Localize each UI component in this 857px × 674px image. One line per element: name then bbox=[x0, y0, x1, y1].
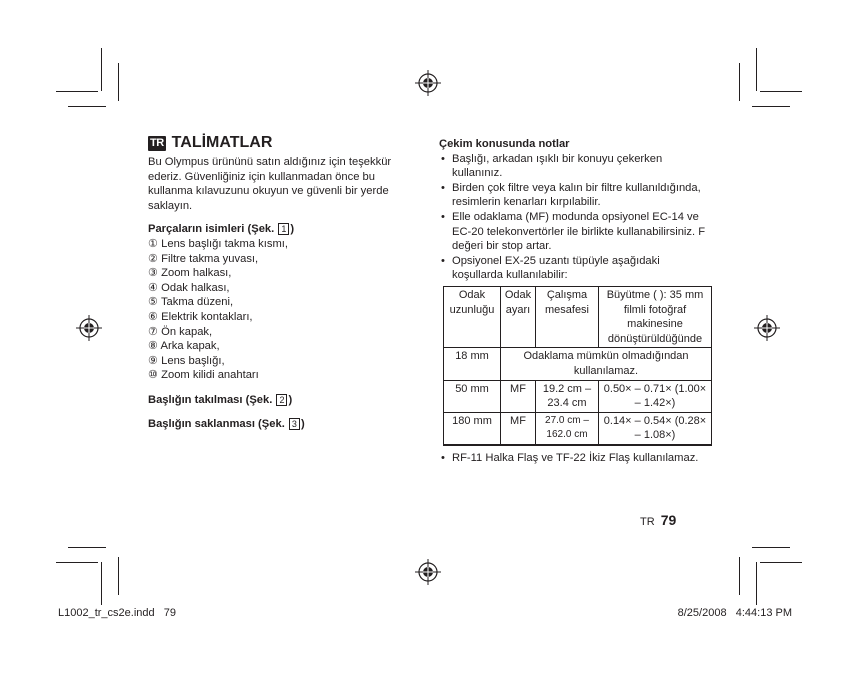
crop-mark bbox=[760, 91, 802, 92]
header-magnification: Büyütme ( ): 35 mm filmli fotoğraf makinesine dönüştürüldüğünde bbox=[599, 286, 712, 347]
intro-paragraph: Bu Olympus ürününü satın aldığınız için teşekkür ederiz. Güvenliğiniz için kullanmadan önce bu kullanma kılavuzunu okuyun ve güvenli bir yerde saklayın. bbox=[148, 156, 392, 212]
item-label: Takma düzeni, bbox=[160, 296, 234, 309]
item-number: ⑦ bbox=[148, 325, 159, 338]
section-title bbox=[148, 136, 416, 151]
figure-ref: 1 bbox=[278, 223, 289, 235]
crop-mark bbox=[760, 562, 802, 563]
after-table-notes bbox=[439, 451, 711, 466]
crop-mark bbox=[739, 63, 740, 101]
list-item bbox=[148, 368, 416, 383]
list-item bbox=[148, 281, 416, 296]
list-item bbox=[148, 310, 416, 325]
crop-mark bbox=[756, 48, 757, 91]
store-heading-close: ) bbox=[300, 417, 305, 430]
cell-magnification: 0.14× – 0.54× (0.28× – 1.08×) bbox=[599, 412, 712, 445]
cell-focal: 180 mm bbox=[444, 412, 501, 445]
cell-distance: 27.0 cm – 162.0 cm bbox=[536, 412, 599, 445]
cell-focal: 50 mm bbox=[444, 380, 501, 412]
attach-heading-text: Başlığın takılması (Şek. bbox=[148, 393, 273, 406]
crop-mark bbox=[739, 557, 740, 595]
list-item: • RF-11 Halka Flaş ve TF-22 İkiz Flaş kullanılamaz. bbox=[439, 451, 711, 466]
footer-file: L1002_tr_cs2e.indd 79 bbox=[58, 607, 177, 619]
crop-mark bbox=[101, 562, 102, 605]
list-item bbox=[148, 237, 416, 252]
notes-heading: Çekim konusunda notlar bbox=[439, 138, 570, 150]
attach-heading bbox=[148, 393, 416, 408]
list-item bbox=[148, 325, 416, 340]
item-number: ④ bbox=[148, 281, 159, 294]
item-number: ⑤ bbox=[148, 296, 159, 309]
list-item: • Başlığı, arkadan ışıklı bir konuyu çekerken kullanınız. bbox=[439, 152, 711, 181]
registration-mark-icon bbox=[415, 70, 441, 96]
item-label: Arka kapak, bbox=[160, 340, 220, 353]
crop-mark bbox=[752, 547, 790, 548]
header-working-distance: Çalışma mesafesi bbox=[536, 286, 599, 347]
item-label: Ön kapak, bbox=[161, 325, 213, 338]
list-item bbox=[148, 354, 416, 369]
parts-heading bbox=[148, 222, 416, 237]
figure-ref: 2 bbox=[276, 394, 287, 406]
table-row bbox=[444, 380, 712, 412]
crop-mark bbox=[756, 562, 757, 605]
item-label: Filtre takma yuvası, bbox=[161, 252, 259, 265]
notes-list bbox=[439, 152, 711, 283]
crop-mark bbox=[118, 557, 119, 595]
cell-mode: MF bbox=[501, 412, 536, 445]
table-header-row bbox=[444, 286, 712, 347]
item-number: ⑩ bbox=[148, 369, 159, 382]
list-item: • Birden çok filtre veya kalın bir filtre kullanıldığında, resimlerin kenarları kırpılabilir. bbox=[439, 181, 711, 210]
list-item: • Elle odaklama (MF) modunda opsiyonel EC-14 ve EC-20 telekonvertörler ile birlikte kullanabilirsiniz. F değeri bir stop artar. bbox=[439, 210, 711, 254]
figure-ref: 3 bbox=[289, 418, 300, 430]
parts-heading-close: ) bbox=[290, 223, 295, 236]
crop-mark bbox=[68, 547, 106, 548]
table-row bbox=[444, 348, 712, 380]
crop-mark bbox=[68, 106, 106, 107]
item-number: ① bbox=[148, 237, 159, 250]
cell-note: Odaklama mümkün olmadığından kullanılamaz. bbox=[501, 348, 712, 380]
item-label: Zoom halkası, bbox=[161, 267, 232, 280]
cell-magnification: 0.50× – 0.71× (1.00× – 1.42×) bbox=[599, 380, 712, 412]
cell-distance: 19.2 cm – 23.4 cm bbox=[536, 380, 599, 412]
page-num: 79 bbox=[660, 512, 677, 528]
item-number: ⑥ bbox=[148, 310, 159, 323]
store-heading-text: Başlığın saklanması (Şek. bbox=[148, 417, 285, 430]
parts-heading-text: Parçaların isimleri (Şek. bbox=[148, 223, 275, 236]
crop-mark bbox=[752, 106, 790, 107]
item-number: ⑧ bbox=[148, 340, 159, 353]
page-lang: TR bbox=[640, 516, 655, 528]
crop-mark bbox=[56, 562, 98, 563]
registration-mark-icon bbox=[76, 315, 102, 341]
extension-tube-table bbox=[443, 286, 712, 446]
page-title: TALİMATLAR bbox=[171, 134, 273, 152]
language-badge: TR bbox=[150, 137, 164, 149]
list-item bbox=[148, 266, 416, 281]
item-number: ② bbox=[148, 252, 159, 265]
item-label: Lens başlığı, bbox=[161, 354, 225, 367]
item-label: Zoom kilidi anahtarı bbox=[161, 369, 259, 382]
item-label: Lens başlığı takma kısmı, bbox=[161, 237, 288, 250]
crop-mark bbox=[101, 48, 102, 91]
header-focus-mode: Odak ayarı bbox=[501, 286, 536, 347]
store-heading bbox=[148, 417, 416, 432]
right-column bbox=[439, 137, 711, 465]
footer-datetime: 8/25/2008 4:44:13 PM bbox=[677, 607, 792, 619]
list-item bbox=[148, 295, 416, 310]
item-number: ③ bbox=[148, 267, 159, 280]
crop-mark bbox=[118, 63, 119, 101]
page-number bbox=[640, 512, 676, 528]
list-item: • Opsiyonel EX-25 uzantı tüpüyle aşağıdaki koşullarda kullanılabilir: bbox=[439, 254, 711, 283]
attach-heading-close: ) bbox=[288, 393, 293, 406]
item-label: Elektrik kontakları, bbox=[161, 310, 253, 323]
cell-focal: 18 mm bbox=[444, 348, 501, 380]
cell-mode: MF bbox=[501, 380, 536, 412]
table-row bbox=[444, 412, 712, 445]
parts-list bbox=[148, 237, 416, 383]
header-focal-length: Odak uzunluğu bbox=[444, 286, 501, 347]
crop-mark bbox=[56, 91, 98, 92]
left-column bbox=[148, 136, 416, 431]
list-item bbox=[148, 339, 416, 354]
registration-mark-icon bbox=[754, 315, 780, 341]
list-item bbox=[148, 252, 416, 267]
item-number: ⑨ bbox=[148, 354, 159, 367]
registration-mark-icon bbox=[415, 559, 441, 585]
item-label: Odak halkası, bbox=[161, 281, 230, 294]
